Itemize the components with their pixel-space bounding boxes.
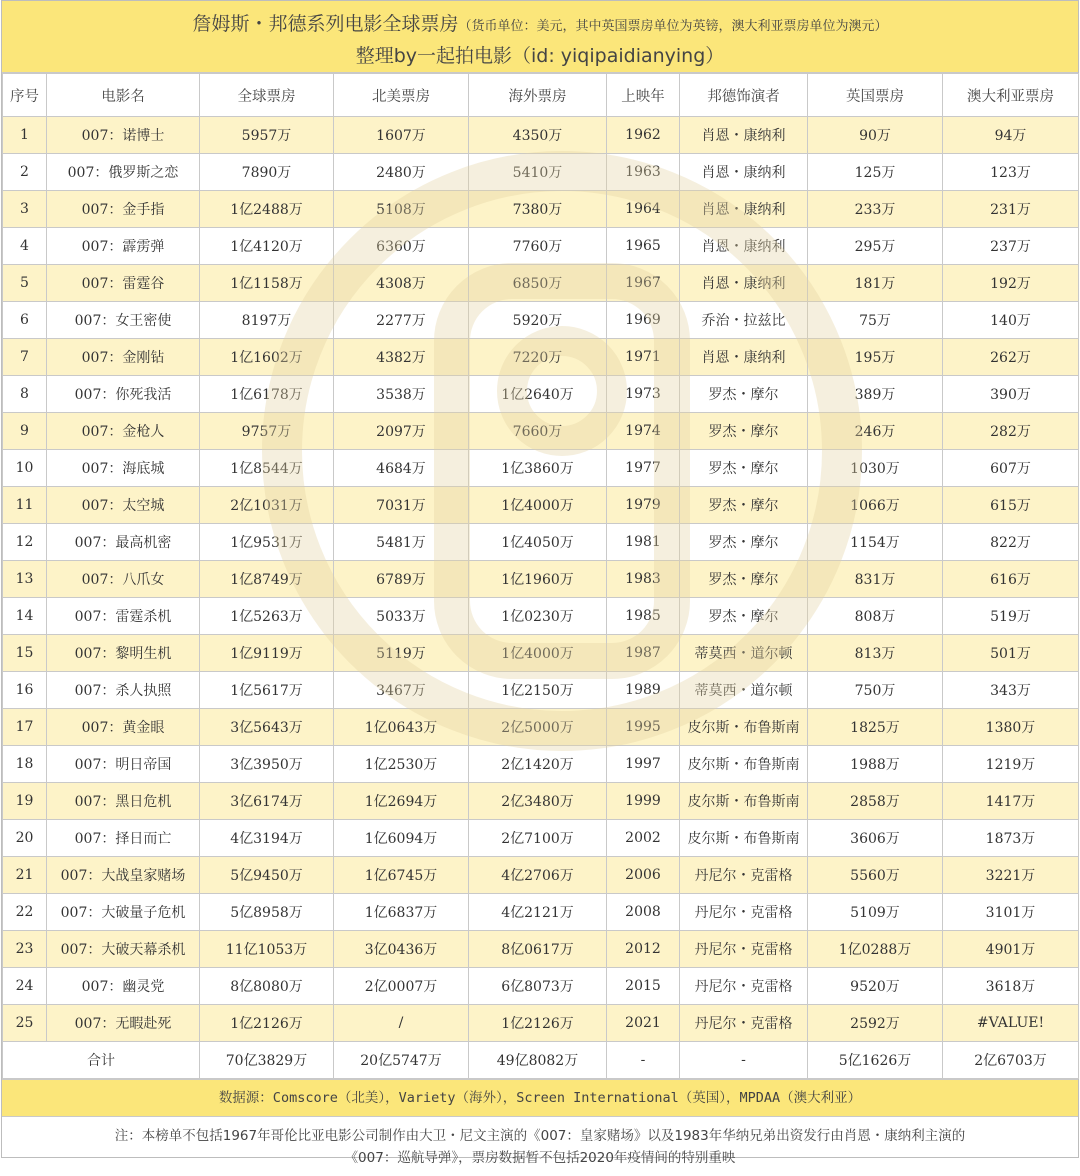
table-cell: 1亿6745万 bbox=[334, 857, 469, 894]
table-cell: 1989 bbox=[607, 672, 680, 709]
table-row bbox=[3, 598, 1079, 635]
table-cell: 2015 bbox=[607, 968, 680, 1005]
box-office-table bbox=[2, 73, 1079, 1079]
table-cell: 18 bbox=[3, 746, 47, 783]
table-cell: 2亿7100万 bbox=[469, 820, 607, 857]
table-cell: 罗杰・摩尔 bbox=[680, 413, 808, 450]
table-cell: 20 bbox=[3, 820, 47, 857]
footnote-line: 注：本榜单不包括1967年哥伦比亚电影公司制作由大卫・尼文主演的《007：皇家赌场》以及1983年华纳兄弟出资发行由肖恩・康纳利主演的 bbox=[114, 1128, 966, 1144]
table-cell: 4亿2121万 bbox=[469, 894, 607, 931]
table-cell: 1亿4000万 bbox=[469, 487, 607, 524]
column-header: 上映年 bbox=[607, 74, 680, 117]
table-row bbox=[3, 413, 1079, 450]
table-cell: 1154万 bbox=[808, 524, 943, 561]
table-cell: 1417万 bbox=[943, 783, 1079, 820]
table-cell: 007：择日而亡 bbox=[47, 820, 200, 857]
table-cell: 007：无暇赴死 bbox=[47, 1005, 200, 1042]
table-cell: 丹尼尔・克雷格 bbox=[680, 931, 808, 968]
table-cell: 7890万 bbox=[200, 154, 334, 191]
table-cell: 822万 bbox=[943, 524, 1079, 561]
table-row bbox=[3, 228, 1079, 265]
total-row bbox=[3, 1042, 1079, 1079]
table-cell: 5481万 bbox=[334, 524, 469, 561]
table-cell: 5033万 bbox=[334, 598, 469, 635]
table-cell: 5亿9450万 bbox=[200, 857, 334, 894]
table-row bbox=[3, 339, 1079, 376]
table-cell: 4308万 bbox=[334, 265, 469, 302]
table-cell: 2亿5000万 bbox=[469, 709, 607, 746]
table-cell: 1964 bbox=[607, 191, 680, 228]
table-cell: 007：金枪人 bbox=[47, 413, 200, 450]
table-row bbox=[3, 1005, 1079, 1042]
table-cell: 1亿6094万 bbox=[334, 820, 469, 857]
table-row bbox=[3, 635, 1079, 672]
table-row bbox=[3, 746, 1079, 783]
table-cell: 4382万 bbox=[334, 339, 469, 376]
table-cell: 5957万 bbox=[200, 117, 334, 154]
table-cell: 肖恩・康纳利 bbox=[680, 154, 808, 191]
table-cell: 007：诺博士 bbox=[47, 117, 200, 154]
table-row bbox=[3, 968, 1079, 1005]
table-cell: 501万 bbox=[943, 635, 1079, 672]
table-row bbox=[3, 857, 1079, 894]
table-cell: 3606万 bbox=[808, 820, 943, 857]
table-cell: 125万 bbox=[808, 154, 943, 191]
table-cell: 233万 bbox=[808, 191, 943, 228]
table-cell: 2亿1031万 bbox=[200, 487, 334, 524]
table-cell: 1亿2488万 bbox=[200, 191, 334, 228]
table-cell: 007：最高机密 bbox=[47, 524, 200, 561]
table-cell: 3 bbox=[3, 191, 47, 228]
table-cell: 007：黎明生机 bbox=[47, 635, 200, 672]
table-cell: 22 bbox=[3, 894, 47, 931]
table-cell: 007：幽灵党 bbox=[47, 968, 200, 1005]
table-cell: 1380万 bbox=[943, 709, 1079, 746]
table-cell: 3亿6174万 bbox=[200, 783, 334, 820]
table-cell: 6789万 bbox=[334, 561, 469, 598]
table-cell: 肖恩・康纳利 bbox=[680, 191, 808, 228]
column-header: 北美票房 bbox=[334, 74, 469, 117]
table-cell: 1亿4000万 bbox=[469, 635, 607, 672]
table-cell: 007：明日帝国 bbox=[47, 746, 200, 783]
table-cell: 007：金刚钻 bbox=[47, 339, 200, 376]
table-cell: 6 bbox=[3, 302, 47, 339]
table-cell: 肖恩・康纳利 bbox=[680, 117, 808, 154]
table-cell: 1977 bbox=[607, 450, 680, 487]
table-cell: 6360万 bbox=[334, 228, 469, 265]
table-cell: 295万 bbox=[808, 228, 943, 265]
table-cell: 7220万 bbox=[469, 339, 607, 376]
table-cell: 140万 bbox=[943, 302, 1079, 339]
table-cell: 11亿1053万 bbox=[200, 931, 334, 968]
table-cell: 24 bbox=[3, 968, 47, 1005]
total-cell: 70亿3829万 bbox=[200, 1042, 334, 1079]
table-cell: 90万 bbox=[808, 117, 943, 154]
table-cell: 192万 bbox=[943, 265, 1079, 302]
table-row bbox=[3, 154, 1079, 191]
table-cell: 25 bbox=[3, 1005, 47, 1042]
data-source: 数据源：Comscore（北美），Variety（海外），Screen International（英国），MPDAA（澳大利亚） bbox=[2, 1079, 1078, 1116]
table-cell: 7380万 bbox=[469, 191, 607, 228]
table-cell: 4901万 bbox=[943, 931, 1079, 968]
table-cell: 007：大破量子危机 bbox=[47, 894, 200, 931]
table-cell: 94万 bbox=[943, 117, 1079, 154]
table-cell: 罗杰・摩尔 bbox=[680, 598, 808, 635]
table-cell: 5119万 bbox=[334, 635, 469, 672]
table-cell: 282万 bbox=[943, 413, 1079, 450]
table-cell: 2592万 bbox=[808, 1005, 943, 1042]
table-cell: 5920万 bbox=[469, 302, 607, 339]
table-row bbox=[3, 894, 1079, 931]
table-cell: 1亿2694万 bbox=[334, 783, 469, 820]
table-cell: 007：海底城 bbox=[47, 450, 200, 487]
table-cell: / bbox=[334, 1005, 469, 1042]
table-cell: 195万 bbox=[808, 339, 943, 376]
table-cell: 231万 bbox=[943, 191, 1079, 228]
table-cell: 17 bbox=[3, 709, 47, 746]
table-cell: 7660万 bbox=[469, 413, 607, 450]
table-cell: 007：杀人执照 bbox=[47, 672, 200, 709]
table-cell: 519万 bbox=[943, 598, 1079, 635]
table-cell: 皮尔斯・布鲁斯南 bbox=[680, 709, 808, 746]
column-header: 海外票房 bbox=[469, 74, 607, 117]
page-title: 詹姆斯・邦德系列电影全球票房 bbox=[192, 13, 459, 35]
table-row bbox=[3, 376, 1079, 413]
table-cell: 罗杰・摩尔 bbox=[680, 487, 808, 524]
table-cell: 15 bbox=[3, 635, 47, 672]
table-row bbox=[3, 487, 1079, 524]
table-cell: 007：八爪女 bbox=[47, 561, 200, 598]
table-cell: 1999 bbox=[607, 783, 680, 820]
table-cell: 2002 bbox=[607, 820, 680, 857]
table-cell: 237万 bbox=[943, 228, 1079, 265]
table-cell: 1亿0230万 bbox=[469, 598, 607, 635]
table-cell: 808万 bbox=[808, 598, 943, 635]
table-cell: 罗杰・摩尔 bbox=[680, 376, 808, 413]
table-cell: 1亿6837万 bbox=[334, 894, 469, 931]
table-row bbox=[3, 709, 1079, 746]
table-cell: 2012 bbox=[607, 931, 680, 968]
table-cell: 1981 bbox=[607, 524, 680, 561]
table-cell: 1066万 bbox=[808, 487, 943, 524]
table-cell: 23 bbox=[3, 931, 47, 968]
table-cell: 1974 bbox=[607, 413, 680, 450]
table-cell: 6850万 bbox=[469, 265, 607, 302]
table-cell: 007：雷霆杀机 bbox=[47, 598, 200, 635]
table-cell: 1亿0643万 bbox=[334, 709, 469, 746]
table-cell: 1亿5617万 bbox=[200, 672, 334, 709]
table-cell: 丹尼尔・克雷格 bbox=[680, 857, 808, 894]
table-cell: 3538万 bbox=[334, 376, 469, 413]
table-cell: 007：金手指 bbox=[47, 191, 200, 228]
table-cell: 007：女王密使 bbox=[47, 302, 200, 339]
column-header: 电影名 bbox=[47, 74, 200, 117]
table-cell: 1亿8749万 bbox=[200, 561, 334, 598]
table-cell: 7031万 bbox=[334, 487, 469, 524]
table-cell: 21 bbox=[3, 857, 47, 894]
table-cell: 11 bbox=[3, 487, 47, 524]
table-cell: 肖恩・康纳利 bbox=[680, 228, 808, 265]
total-cell: 49亿8082万 bbox=[469, 1042, 607, 1079]
table-cell: 5410万 bbox=[469, 154, 607, 191]
table-cell: 4亿2706万 bbox=[469, 857, 607, 894]
table-cell: 皮尔斯・布鲁斯南 bbox=[680, 820, 808, 857]
table-cell: 2亿0007万 bbox=[334, 968, 469, 1005]
table-cell: 1607万 bbox=[334, 117, 469, 154]
table-cell: 615万 bbox=[943, 487, 1079, 524]
table-cell: 007：你死我活 bbox=[47, 376, 200, 413]
table-cell: 4684万 bbox=[334, 450, 469, 487]
currency-note: （货币单位：美元，其中英国票房单位为英镑，澳大利亚票房单位为澳元） bbox=[458, 19, 888, 34]
table-cell: 390万 bbox=[943, 376, 1079, 413]
table-cell: 1亿2640万 bbox=[469, 376, 607, 413]
table-cell: 3221万 bbox=[943, 857, 1079, 894]
table-cell: 1997 bbox=[607, 746, 680, 783]
table-cell: 2097万 bbox=[334, 413, 469, 450]
table-row bbox=[3, 265, 1079, 302]
table-cell: 7 bbox=[3, 339, 47, 376]
table-cell: 5亿8958万 bbox=[200, 894, 334, 931]
table-row bbox=[3, 117, 1079, 154]
title-line bbox=[2, 9, 1078, 42]
total-label: 合计 bbox=[3, 1042, 200, 1079]
table-cell: 1985 bbox=[607, 598, 680, 635]
table-cell: 9 bbox=[3, 413, 47, 450]
table-cell: 2亿1420万 bbox=[469, 746, 607, 783]
table-cell: 3亿3950万 bbox=[200, 746, 334, 783]
table-cell: 1963 bbox=[607, 154, 680, 191]
table-cell: 罗杰・摩尔 bbox=[680, 524, 808, 561]
footnote bbox=[2, 1116, 1078, 1176]
table-cell: 750万 bbox=[808, 672, 943, 709]
table-cell: 1亿5263万 bbox=[200, 598, 334, 635]
table-cell: 246万 bbox=[808, 413, 943, 450]
table-cell: 75万 bbox=[808, 302, 943, 339]
table-cell: 1亿4120万 bbox=[200, 228, 334, 265]
table-cell: 181万 bbox=[808, 265, 943, 302]
table-cell: 5109万 bbox=[808, 894, 943, 931]
table-cell: 6亿8073万 bbox=[469, 968, 607, 1005]
title-block bbox=[2, 1, 1078, 73]
table-row bbox=[3, 561, 1079, 598]
table-cell: 罗杰・摩尔 bbox=[680, 450, 808, 487]
table-cell: 007：太空城 bbox=[47, 487, 200, 524]
table-cell: 12 bbox=[3, 524, 47, 561]
table-cell: 1亿1602万 bbox=[200, 339, 334, 376]
table-cell: 1979 bbox=[607, 487, 680, 524]
table-row bbox=[3, 450, 1079, 487]
table-cell: 2006 bbox=[607, 857, 680, 894]
table-cell: 1亿1960万 bbox=[469, 561, 607, 598]
table-cell: 1亿8544万 bbox=[200, 450, 334, 487]
table-cell: 1亿2150万 bbox=[469, 672, 607, 709]
table-cell: 丹尼尔・克雷格 bbox=[680, 968, 808, 1005]
table-cell: 2 bbox=[3, 154, 47, 191]
table-cell: 1987 bbox=[607, 635, 680, 672]
table-cell: 1亿6178万 bbox=[200, 376, 334, 413]
box-office-document bbox=[1, 0, 1079, 1166]
table-row bbox=[3, 302, 1079, 339]
table-cell: 7760万 bbox=[469, 228, 607, 265]
table-cell: 1995 bbox=[607, 709, 680, 746]
table-cell: 9757万 bbox=[200, 413, 334, 450]
table-cell: 肖恩・康纳利 bbox=[680, 339, 808, 376]
column-header: 邦德饰演者 bbox=[680, 74, 808, 117]
table-cell: 1 bbox=[3, 117, 47, 154]
table-cell: 8亿0617万 bbox=[469, 931, 607, 968]
total-cell: - bbox=[607, 1042, 680, 1079]
table-cell: 1973 bbox=[607, 376, 680, 413]
table-cell: 丹尼尔・克雷格 bbox=[680, 894, 808, 931]
table-row bbox=[3, 672, 1079, 709]
table-cell: 2021 bbox=[607, 1005, 680, 1042]
table-header-row bbox=[3, 74, 1079, 117]
table-row bbox=[3, 191, 1079, 228]
table-cell: 3101万 bbox=[943, 894, 1079, 931]
table-cell: 389万 bbox=[808, 376, 943, 413]
table-cell: 1亿2126万 bbox=[469, 1005, 607, 1042]
table-cell: 813万 bbox=[808, 635, 943, 672]
table-cell: 皮尔斯・布鲁斯南 bbox=[680, 783, 808, 820]
table-cell: 1983 bbox=[607, 561, 680, 598]
table-cell: 2亿3480万 bbox=[469, 783, 607, 820]
table-cell: 123万 bbox=[943, 154, 1079, 191]
table-cell: 3亿0436万 bbox=[334, 931, 469, 968]
column-header: 澳大利亚票房 bbox=[943, 74, 1079, 117]
table-cell: 3467万 bbox=[334, 672, 469, 709]
table-row bbox=[3, 783, 1079, 820]
total-cell: 5亿1626万 bbox=[808, 1042, 943, 1079]
table-cell: 乔治・拉兹比 bbox=[680, 302, 808, 339]
table-cell: 1969 bbox=[607, 302, 680, 339]
table-cell: 14 bbox=[3, 598, 47, 635]
table-cell: 1873万 bbox=[943, 820, 1079, 857]
table-cell: 4亿3194万 bbox=[200, 820, 334, 857]
table-cell: 007：霹雳弹 bbox=[47, 228, 200, 265]
page-subtitle: 整理by一起拍电影（id: yiqipaidianying） bbox=[355, 45, 725, 67]
table-cell: 1亿9531万 bbox=[200, 524, 334, 561]
total-cell: 20亿5747万 bbox=[334, 1042, 469, 1079]
table-cell: 607万 bbox=[943, 450, 1079, 487]
table-cell: 蒂莫西・道尔顿 bbox=[680, 635, 808, 672]
column-header: 序号 bbox=[3, 74, 47, 117]
table-cell: 1971 bbox=[607, 339, 680, 376]
table-cell: 5108万 bbox=[334, 191, 469, 228]
table-cell: 8 bbox=[3, 376, 47, 413]
table-cell: 1030万 bbox=[808, 450, 943, 487]
table-cell: 1965 bbox=[607, 228, 680, 265]
table-cell: 2277万 bbox=[334, 302, 469, 339]
table-cell: 1亿2126万 bbox=[200, 1005, 334, 1042]
table-cell: 皮尔斯・布鲁斯南 bbox=[680, 746, 808, 783]
table-cell: 007：雷霆谷 bbox=[47, 265, 200, 302]
table-cell: #VALUE! bbox=[943, 1005, 1079, 1042]
table-body bbox=[3, 117, 1079, 1042]
table-cell: 4350万 bbox=[469, 117, 607, 154]
table-cell: 3618万 bbox=[943, 968, 1079, 1005]
table-cell: 007：大破天幕杀机 bbox=[47, 931, 200, 968]
table-cell: 蒂莫西・道尔顿 bbox=[680, 672, 808, 709]
table-cell: 1962 bbox=[607, 117, 680, 154]
table-cell: 3亿5643万 bbox=[200, 709, 334, 746]
table-cell: 1亿1158万 bbox=[200, 265, 334, 302]
table-row bbox=[3, 931, 1079, 968]
footnote-line: 《007：巡航导弹》，票房数据暂不包括2020年疫情间的特别重映 bbox=[344, 1150, 736, 1166]
table-cell: 肖恩・康纳利 bbox=[680, 265, 808, 302]
table-cell: 4 bbox=[3, 228, 47, 265]
table-cell: 1亿9119万 bbox=[200, 635, 334, 672]
table-cell: 1825万 bbox=[808, 709, 943, 746]
table-cell: 丹尼尔・克雷格 bbox=[680, 1005, 808, 1042]
table-row bbox=[3, 524, 1079, 561]
table-cell: 831万 bbox=[808, 561, 943, 598]
table-cell: 007：黄金眼 bbox=[47, 709, 200, 746]
table-cell: 343万 bbox=[943, 672, 1079, 709]
table-cell: 007：俄罗斯之恋 bbox=[47, 154, 200, 191]
table-cell: 8亿8080万 bbox=[200, 968, 334, 1005]
table-cell: 1亿4050万 bbox=[469, 524, 607, 561]
table-cell: 5560万 bbox=[808, 857, 943, 894]
table-cell: 9520万 bbox=[808, 968, 943, 1005]
table-cell: 2858万 bbox=[808, 783, 943, 820]
table-cell: 5 bbox=[3, 265, 47, 302]
table-cell: 10 bbox=[3, 450, 47, 487]
table-cell: 262万 bbox=[943, 339, 1079, 376]
table-cell: 1219万 bbox=[943, 746, 1079, 783]
table-cell: 1亿3860万 bbox=[469, 450, 607, 487]
table-cell: 1967 bbox=[607, 265, 680, 302]
table-cell: 1亿2530万 bbox=[334, 746, 469, 783]
table-cell: 19 bbox=[3, 783, 47, 820]
table-cell: 13 bbox=[3, 561, 47, 598]
table-cell: 2480万 bbox=[334, 154, 469, 191]
table-cell: 16 bbox=[3, 672, 47, 709]
table-cell: 007：大战皇家赌场 bbox=[47, 857, 200, 894]
table-cell: 罗杰・摩尔 bbox=[680, 561, 808, 598]
table-cell: 1亿0288万 bbox=[808, 931, 943, 968]
column-header: 全球票房 bbox=[200, 74, 334, 117]
table-cell: 2008 bbox=[607, 894, 680, 931]
table-cell: 007：黑日危机 bbox=[47, 783, 200, 820]
total-cell: - bbox=[680, 1042, 808, 1079]
table-cell: 616万 bbox=[943, 561, 1079, 598]
table-cell: 1988万 bbox=[808, 746, 943, 783]
table-cell: 8197万 bbox=[200, 302, 334, 339]
column-header: 英国票房 bbox=[808, 74, 943, 117]
table-row bbox=[3, 820, 1079, 857]
total-cell: 2亿6703万 bbox=[943, 1042, 1079, 1079]
